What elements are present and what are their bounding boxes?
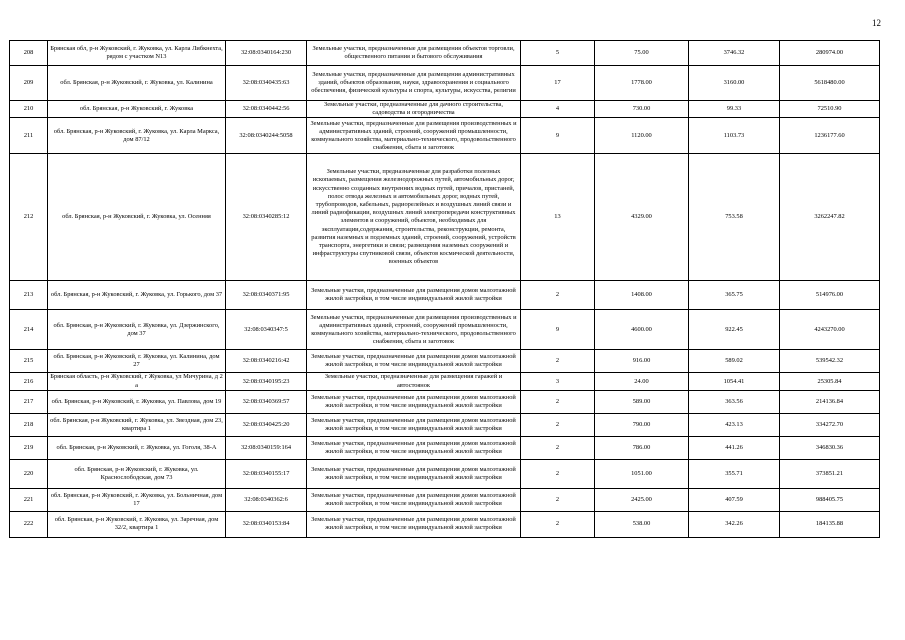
- table-row: [10, 154, 880, 281]
- cadastral-value-cell: 25305.84: [780, 373, 880, 390]
- unit-price-cell: 423.13: [689, 413, 780, 436]
- address-cell: обл. Брянская, р-н Жуковский, г. Жуковка, ул. Калинина, дом 27: [48, 350, 226, 373]
- row-number-cell: 222: [10, 511, 48, 537]
- address-cell: обл. Брянская, р-н Жуковский, г. Жуковка: [48, 101, 226, 118]
- table-row: [10, 310, 880, 350]
- land-use-cell: Земельные участки, предназначенные для размещения домов малоэтажной жилой застройки, в том числе индивидуальной жилой застройки: [307, 488, 521, 511]
- cadastral-number-cell: 32:08:0340285:12: [226, 154, 307, 281]
- cadastral-number-cell: 32:08:0340425:20: [226, 413, 307, 436]
- table-row: [10, 436, 880, 459]
- land-use-cell: Земельные участки, предназначенные для размещения гаражей и автостоянок: [307, 373, 521, 390]
- area-cell: 2425.00: [595, 488, 689, 511]
- unit-price-cell: 922.45: [689, 310, 780, 350]
- table-row: [10, 41, 880, 66]
- area-cell: 538.00: [595, 511, 689, 537]
- cadastral-number-cell: 32:08:0340164:230: [226, 41, 307, 66]
- row-number-cell: 214: [10, 310, 48, 350]
- address-cell: обл. Брянская, р-н Жуковский, г. Жуковка, ул. Краснослободская, дом 73: [48, 459, 226, 488]
- address-cell: обл. Брянская, р-н Жуковский, г. Жуковка, ул. Гоголя, 38-А: [48, 436, 226, 459]
- cadastral-value-cell: 4243270.00: [780, 310, 880, 350]
- address-cell: Брянская обл, р-н Жуковский, г. Жуковка, ул. Карла Либкнехта, рядом с участком N13: [48, 41, 226, 66]
- unit-price-cell: 99.33: [689, 101, 780, 118]
- category-code-cell: 2: [521, 436, 595, 459]
- unit-price-cell: 407.59: [689, 488, 780, 511]
- row-number-cell: 219: [10, 436, 48, 459]
- category-code-cell: 2: [521, 281, 595, 310]
- area-cell: 1408.00: [595, 281, 689, 310]
- unit-price-cell: 589.02: [689, 350, 780, 373]
- land-use-cell: Земельные участки, предназначенные для размещения домов малоэтажной жилой застройки, в том числе индивидуальной жилой застройки: [307, 350, 521, 373]
- area-cell: 1120.00: [595, 118, 689, 154]
- unit-price-cell: 355.71: [689, 459, 780, 488]
- land-use-cell: Земельные участки, предназначенные для размещения производственных и административных зданий, строений, сооружений промышленности, коммунального хозяйства, материально-технического, продовольственного снабжения, сбыта и заготовок: [307, 310, 521, 350]
- table-row: [10, 459, 880, 488]
- land-use-cell: Земельные участки, предназначенные для размещения домов малоэтажной жилой застройки, в том числе индивидуальной жилой застройки: [307, 436, 521, 459]
- row-number-cell: 215: [10, 350, 48, 373]
- row-number-cell: 220: [10, 459, 48, 488]
- page-number: 12: [872, 18, 881, 28]
- category-code-cell: 2: [521, 488, 595, 511]
- category-code-cell: 9: [521, 310, 595, 350]
- cadastral-value-cell: 184135.88: [780, 511, 880, 537]
- row-number-cell: 211: [10, 118, 48, 154]
- category-code-cell: 2: [521, 413, 595, 436]
- area-cell: 790.00: [595, 413, 689, 436]
- cadastral-value-cell: 3262247.82: [780, 154, 880, 281]
- table-row: [10, 101, 880, 118]
- area-cell: 24.00: [595, 373, 689, 390]
- address-cell: обл. Брянская, р-н Жуковский, г. Жуковка, ул. Осенняя: [48, 154, 226, 281]
- category-code-cell: 4: [521, 101, 595, 118]
- row-number-cell: 213: [10, 281, 48, 310]
- area-cell: 916.00: [595, 350, 689, 373]
- area-cell: 589.00: [595, 390, 689, 413]
- table-row: [10, 413, 880, 436]
- unit-price-cell: 441.26: [689, 436, 780, 459]
- table-row: [10, 390, 880, 413]
- row-number-cell: 216: [10, 373, 48, 390]
- cadastral-number-cell: 32:08:0340216:42: [226, 350, 307, 373]
- land-use-cell: Земельные участки, предназначенные для размещения производственных и административных зданий, строений, сооружений промышленности, коммунального хозяйства, материально-технического, продовольственного снабжения, сбыта и заготовок: [307, 118, 521, 154]
- category-code-cell: 2: [521, 459, 595, 488]
- land-use-cell: Земельные участки, предназначенные для дачного строительства, садоводства и огородничества: [307, 101, 521, 118]
- land-use-cell: Земельные участки, предназначенные для размещения домов малоэтажной жилой застройки, в том числе индивидуальной жилой застройки: [307, 390, 521, 413]
- cadastral-number-cell: 32:08:0340362:6: [226, 488, 307, 511]
- cadastral-value-cell: 280974.00: [780, 41, 880, 66]
- row-number-cell: 217: [10, 390, 48, 413]
- cadastral-number-cell: 32:08:0340347:5: [226, 310, 307, 350]
- address-cell: обл. Брянская, р-н Жуковский, г. Жуковка, ул. Горького, дом 37: [48, 281, 226, 310]
- area-cell: 1051.00: [595, 459, 689, 488]
- unit-price-cell: 753.58: [689, 154, 780, 281]
- land-use-cell: Земельные участки, предназначенные для разработки полезных ископаемых, размещения железнодорожных путей, автомобильных дорог, искусственно созданных внутренних водных путей, причалов, пристаней, полос отвода железных и автомобильных дорог, водных путей, трубопроводов, кабельных, радиорелейных и воздушных линий связи и линий радиофикации, воздушных линий электропередачи конструктивных элементов и сооружений, объектов, необходимых для эксплуатации,содержания, строительства, реконструкции, ремонта, развития наземных и подземных зданий, строений, сооружений, устройств транспорта, энергетики и связи; размещения наземных сооружений и инфраструктуры спутниковой связи, объектов космической деятельности, военных объектов: [307, 154, 521, 281]
- address-cell: обл. Брянская, р-н Жуковский, г. Жуковка, ул. Звездная, дом 23, квартира 1: [48, 413, 226, 436]
- row-number-cell: 218: [10, 413, 48, 436]
- area-cell: 75.00: [595, 41, 689, 66]
- category-code-cell: 2: [521, 390, 595, 413]
- cadastral-value-cell: 539542.32: [780, 350, 880, 373]
- row-number-cell: 212: [10, 154, 48, 281]
- land-use-cell: Земельные участки, предназначенные для размещения домов малоэтажной жилой застройки, в том числе индивидуальной жилой застройки: [307, 459, 521, 488]
- cadastral-value-cell: 514976.00: [780, 281, 880, 310]
- unit-price-cell: 342.26: [689, 511, 780, 537]
- category-code-cell: 2: [521, 511, 595, 537]
- address-cell: обл. Брянская, р-н Жуковский, г. Жуковка, ул. Дзержинского, дом 37: [48, 310, 226, 350]
- category-code-cell: 13: [521, 154, 595, 281]
- address-cell: обл. Брянская, р-н Жуковский, г. Жуковка, ул. Павлова, дом 19: [48, 390, 226, 413]
- address-cell: обл. Брянская, р-н Жуковский, г. Жуковка, ул. Калинина: [48, 66, 226, 101]
- cadastral-number-cell: 32:08:0340244:5058: [226, 118, 307, 154]
- cadastral-number-cell: 32:08:0340442:56: [226, 101, 307, 118]
- cadastral-number-cell: 32:08:0340371:95: [226, 281, 307, 310]
- cadastral-number-cell: 32:08:0340435:63: [226, 66, 307, 101]
- land-use-cell: Земельные участки, предназначенные для размещения домов малоэтажной жилой застройки, в том числе индивидуальной жилой застройки: [307, 413, 521, 436]
- address-cell: Брянская область, р-н Жуковский, г Жуковка, ул Мичурина, д 2 а: [48, 373, 226, 390]
- table-row: [10, 66, 880, 101]
- cadastral-value-cell: 1236177.60: [780, 118, 880, 154]
- area-cell: 786.00: [595, 436, 689, 459]
- row-number-cell: 208: [10, 41, 48, 66]
- cadastral-value-cell: 334272.70: [780, 413, 880, 436]
- row-number-cell: 210: [10, 101, 48, 118]
- unit-price-cell: 1103.73: [689, 118, 780, 154]
- land-use-cell: Земельные участки, предназначенные для размещения домов малоэтажной жилой застройки, в том числе индивидуальной жилой застройки: [307, 281, 521, 310]
- area-cell: 1778.00: [595, 66, 689, 101]
- category-code-cell: 2: [521, 350, 595, 373]
- cadastral-number-cell: 32:08:0340369:57: [226, 390, 307, 413]
- cadastral-number-cell: 32:08:0340153:84: [226, 511, 307, 537]
- unit-price-cell: 363.56: [689, 390, 780, 413]
- cadastral-number-cell: 32:08:0340195:23: [226, 373, 307, 390]
- cadastral-value-cell: 373851.21: [780, 459, 880, 488]
- cadastral-value-cell: 346830.36: [780, 436, 880, 459]
- cadastral-value-cell: 214136.84: [780, 390, 880, 413]
- row-number-cell: 209: [10, 66, 48, 101]
- address-cell: обл. Брянская, р-н Жуковский, г. Жуковка, ул. Больничная, дом 17: [48, 488, 226, 511]
- area-cell: 4329.00: [595, 154, 689, 281]
- cadastral-number-cell: 32:08:0340159:164: [226, 436, 307, 459]
- category-code-cell: 3: [521, 373, 595, 390]
- cadastral-value-cell: 988405.75: [780, 488, 880, 511]
- address-cell: обл. Брянская, р-н Жуковский, г. Жуковка, ул. Заречная, дом 32/2, квартира 1: [48, 511, 226, 537]
- table-row: [10, 511, 880, 537]
- cadastral-value-cell: 5618480.00: [780, 66, 880, 101]
- address-cell: обл. Брянская, р-н Жуковский, г. Жуковка, ул. Карла Маркса, дом 87/12: [48, 118, 226, 154]
- table-row: [10, 373, 880, 390]
- category-code-cell: 5: [521, 41, 595, 66]
- cadastral-value-cell: 72510.90: [780, 101, 880, 118]
- table-row: [10, 488, 880, 511]
- unit-price-cell: 365.75: [689, 281, 780, 310]
- row-number-cell: 221: [10, 488, 48, 511]
- category-code-cell: 9: [521, 118, 595, 154]
- table-row: [10, 350, 880, 373]
- area-cell: 4600.00: [595, 310, 689, 350]
- unit-price-cell: 3160.00: [689, 66, 780, 101]
- unit-price-cell: 1054.41: [689, 373, 780, 390]
- land-registry-table: [9, 40, 880, 538]
- unit-price-cell: 3746.32: [689, 41, 780, 66]
- table-row: [10, 118, 880, 154]
- table-row: [10, 281, 880, 310]
- category-code-cell: 17: [521, 66, 595, 101]
- land-use-cell: Земельные участки, предназначенные для размещения объектов торговли, общественного питания и бытового обслуживания: [307, 41, 521, 66]
- area-cell: 730.00: [595, 101, 689, 118]
- cadastral-number-cell: 32:08:0340155:17: [226, 459, 307, 488]
- land-use-cell: Земельные участки, предназначенные для размещения административных зданий, объектов образования, науки, здравоохранения и социального обеспечения, физической культуры и спорта, культуры, искусства, религии: [307, 66, 521, 101]
- land-use-cell: Земельные участки, предназначенные для размещения домов малоэтажной жилой застройки, в том числе индивидуальной жилой застройки: [307, 511, 521, 537]
